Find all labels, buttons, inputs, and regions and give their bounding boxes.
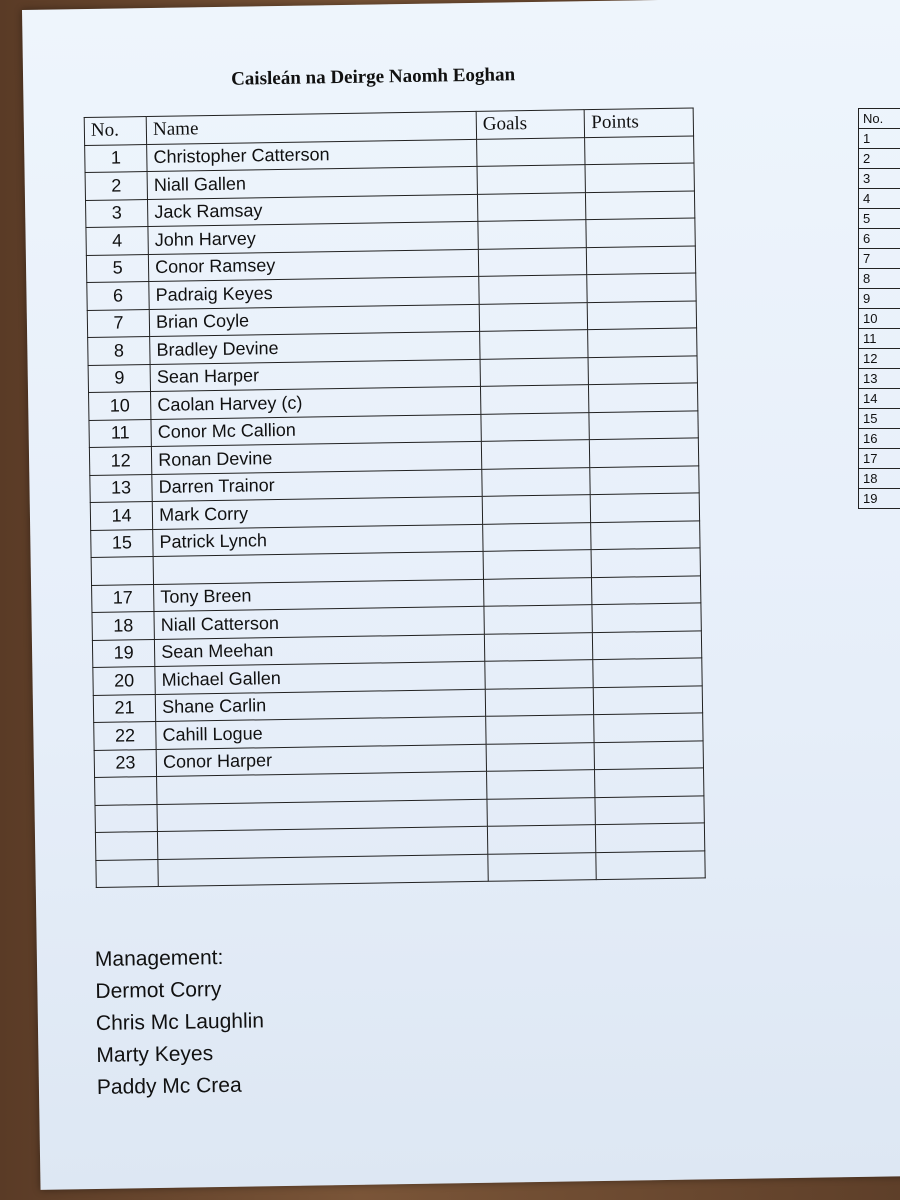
- player-number: 1: [85, 144, 148, 172]
- second-sheet-number: 6: [859, 229, 900, 249]
- goals-cell: [486, 715, 595, 744]
- goals-cell: [477, 165, 586, 194]
- player-name: Cahill Logue: [156, 716, 486, 749]
- player-number: 15: [91, 529, 154, 557]
- goals-cell: [487, 797, 596, 826]
- points-cell: [596, 850, 705, 879]
- points-cell: [594, 685, 703, 714]
- second-sheet-number: 9: [859, 289, 900, 309]
- goals-cell: [480, 357, 589, 386]
- second-sheet-number: 16: [859, 429, 900, 449]
- second-sheet-number: 2: [859, 149, 900, 169]
- management-member: Chris Mc Laughlin: [95, 1009, 265, 1035]
- player-name: Padraig Keyes: [149, 276, 479, 309]
- player-number: 11: [89, 419, 152, 447]
- points-cell: [594, 713, 703, 742]
- player-name: Patrick Lynch: [153, 524, 483, 557]
- player-name: Mark Corry: [152, 496, 482, 529]
- points-cell: [585, 163, 694, 192]
- second-sheet-number: 10: [859, 309, 900, 329]
- points-cell: [591, 548, 700, 577]
- player-number: 14: [90, 502, 153, 530]
- player-name: Darren Trainor: [152, 469, 482, 502]
- goals-cell: [481, 412, 590, 441]
- player-number: 5: [86, 254, 149, 282]
- management-member: Paddy Mc Crea: [96, 1073, 242, 1099]
- player-name: [158, 854, 488, 887]
- management-heading: Management:: [94, 945, 224, 971]
- goals-cell: [480, 330, 589, 359]
- player-name: Conor Mc Callion: [151, 414, 481, 447]
- player-name: Jack Ramsay: [148, 194, 478, 227]
- player-number: 20: [93, 666, 156, 694]
- second-sheet-number: 14: [859, 389, 900, 409]
- header-goals: Goals: [476, 110, 585, 139]
- second-sheet-header: No.: [859, 109, 900, 129]
- player-number: 22: [94, 721, 157, 749]
- player-name: Bradley Devine: [150, 331, 480, 364]
- player-number: 18: [92, 611, 155, 639]
- header-points: Points: [585, 108, 694, 137]
- points-cell: [588, 328, 697, 357]
- header-name: Name: [146, 111, 476, 144]
- goals-cell: [483, 577, 592, 606]
- player-number: [91, 557, 154, 585]
- goals-cell: [486, 770, 595, 799]
- player-number: 17: [92, 584, 155, 612]
- player-name: Conor Ramsey: [149, 249, 479, 282]
- points-cell: [588, 355, 697, 384]
- player-name: Ronan Devine: [152, 441, 482, 474]
- goals-cell: [482, 495, 591, 524]
- player-number: 12: [89, 447, 152, 475]
- points-cell: [595, 795, 704, 824]
- player-number: 13: [90, 474, 153, 502]
- player-number: 21: [93, 694, 156, 722]
- player-name: Christopher Catterson: [147, 139, 477, 172]
- player-name: Tony Breen: [154, 579, 484, 612]
- second-sheet-number: 11: [859, 329, 900, 349]
- points-cell: [589, 383, 698, 412]
- goals-cell: [477, 137, 586, 166]
- points-cell: [592, 575, 701, 604]
- second-sheet-body: [859, 109, 900, 509]
- second-sheet-number: 4: [859, 189, 900, 209]
- points-cell: [586, 190, 695, 219]
- player-number: [96, 859, 159, 887]
- points-cell: [595, 768, 704, 797]
- player-number: 19: [92, 639, 155, 667]
- second-sheet-number: 8: [859, 269, 900, 289]
- player-name: John Harvey: [148, 221, 478, 254]
- points-cell: [596, 823, 705, 852]
- second-sheet-number: 15: [859, 409, 900, 429]
- second-sheet-number: 5: [859, 209, 900, 229]
- player-name: Caolan Harvey (c): [151, 386, 481, 419]
- goals-cell: [483, 550, 592, 579]
- second-sheet-number: 7: [859, 249, 900, 269]
- goals-cell: [479, 302, 588, 331]
- player-number: 4: [86, 227, 149, 255]
- goals-cell: [486, 742, 595, 771]
- management-section: [95, 941, 266, 1104]
- goals-cell: [482, 467, 591, 496]
- player-name: Brian Coyle: [149, 304, 479, 337]
- player-name: Conor Harper: [156, 744, 486, 777]
- player-number: [95, 831, 158, 859]
- player-name: Niall Catterson: [154, 606, 484, 639]
- points-cell: [588, 300, 697, 329]
- goals-cell: [488, 852, 597, 881]
- header-no: No.: [84, 117, 147, 145]
- roster-table: [84, 107, 706, 887]
- points-cell: [585, 135, 694, 164]
- player-name: Shane Carlin: [155, 689, 485, 722]
- player-name: Sean Harper: [150, 359, 480, 392]
- player-name: Sean Meehan: [155, 634, 485, 667]
- management-member: Dermot Corry: [95, 977, 222, 1003]
- goals-cell: [479, 275, 588, 304]
- roster-body: [85, 135, 706, 887]
- player-name: Niall Gallen: [147, 166, 477, 199]
- goals-cell: [480, 385, 589, 414]
- goals-cell: [484, 632, 593, 661]
- player-number: 2: [85, 172, 148, 200]
- points-cell: [590, 438, 699, 467]
- player-number: 9: [88, 364, 151, 392]
- management-member: Marty Keyes: [96, 1042, 214, 1067]
- second-sheet-number: 1: [859, 129, 900, 149]
- goals-cell: [478, 220, 587, 249]
- second-sheet-number: 13: [859, 369, 900, 389]
- goals-cell: [484, 605, 593, 634]
- sheet-title: Caisleán na Deirge Naomh Eoghan: [230, 64, 516, 90]
- goals-cell: [485, 687, 594, 716]
- second-sheet-number: 18: [859, 469, 900, 489]
- player-number: 10: [89, 392, 152, 420]
- player-number: [95, 804, 158, 832]
- points-cell: [589, 410, 698, 439]
- second-sheet-number: 17: [859, 449, 900, 469]
- points-cell: [590, 465, 699, 494]
- second-sheet-table: [858, 108, 900, 509]
- goals-cell: [477, 192, 586, 221]
- goals-cell: [485, 660, 594, 689]
- second-sheet-number: 3: [859, 169, 900, 189]
- points-cell: [587, 245, 696, 274]
- player-number: [95, 776, 158, 804]
- points-cell: [586, 218, 695, 247]
- points-cell: [595, 740, 704, 769]
- team-sheet-paper: [22, 0, 900, 1190]
- points-cell: [591, 493, 700, 522]
- goals-cell: [483, 522, 592, 551]
- second-sheet-number: 12: [859, 349, 900, 369]
- goals-cell: [478, 247, 587, 276]
- points-cell: [592, 603, 701, 632]
- player-number: 7: [87, 309, 150, 337]
- points-cell: [587, 273, 696, 302]
- points-cell: [593, 630, 702, 659]
- goals-cell: [487, 825, 596, 854]
- goals-cell: [481, 440, 590, 469]
- points-cell: [593, 658, 702, 687]
- player-number: 8: [88, 337, 151, 365]
- player-number: 3: [85, 199, 148, 227]
- player-number: 6: [87, 282, 150, 310]
- points-cell: [591, 520, 700, 549]
- player-number: 23: [94, 749, 157, 777]
- player-name: Michael Gallen: [155, 661, 485, 694]
- second-sheet-number: 19: [859, 489, 900, 509]
